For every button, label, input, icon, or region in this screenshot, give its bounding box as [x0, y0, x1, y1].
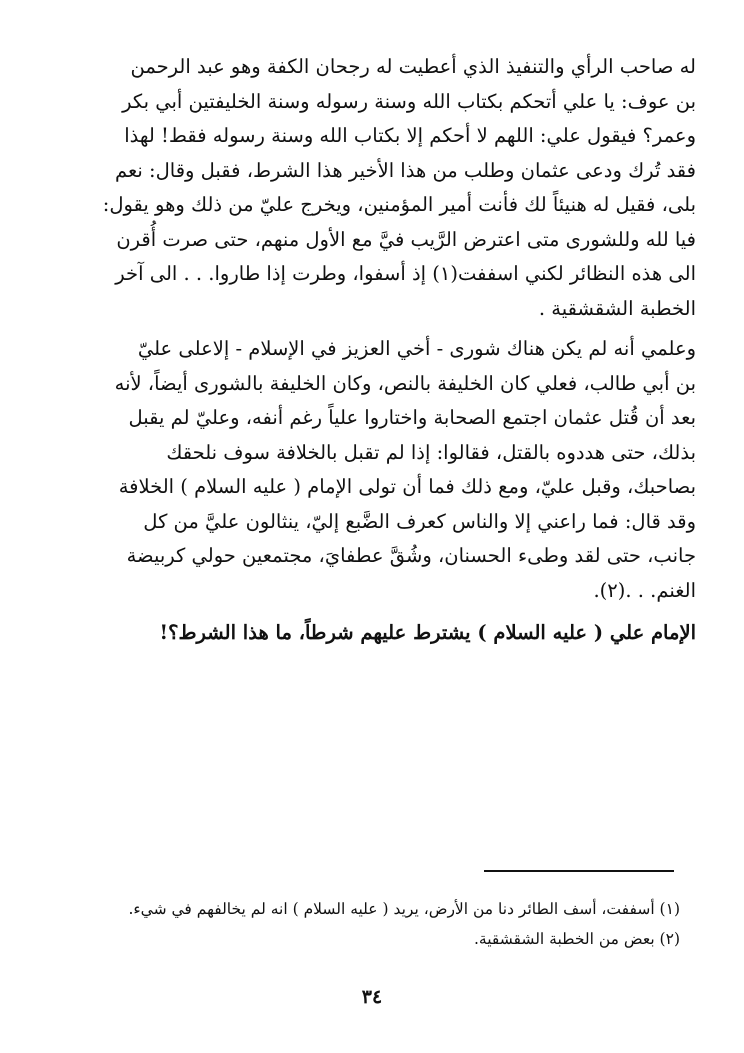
text-line: بلى، فقيل له هنيئاً لك فأنت أمير المؤمنين، ويخرج عليّ من ذلك وهو يقول:: [102, 193, 696, 216]
text-line: بعد أن قُتل عثمان اجتمع الصحابة واختاروا علياً رغم أنفه، وعليّ لم يقبل: [128, 406, 696, 429]
section-heading: الإمام علي ( عليه السلام ) يشترط عليهم شرطاً، ما هذا الشرط؟!: [159, 621, 696, 644]
text-line: بن أبي طالب، فعلي كان الخليفة بالنص، وكان الخليفة بالشورى أيضاً، لأنه: [114, 371, 696, 395]
page-number: ٣٤: [361, 986, 383, 1008]
text-line: الغنم. . .(٢).: [593, 578, 696, 602]
text-line: فيا لله وللشورى متى اعترض الرَّيب فيَّ مع الأول منهم، حتى صرت أُقرن: [116, 227, 696, 251]
text-line: له صاحب الرأي والتنفيذ الذي أعطيت له رجحان الكفة وهو عبد الرحمن: [130, 55, 696, 78]
footnote-separator: [484, 870, 674, 872]
text-line: وعمر؟ فيقول علي: اللهم لا أحكم إلا بكتاب الله وسنة رسوله فقط! لهذا: [124, 124, 696, 147]
text-line: وعلمي أنه لم يكن هناك شورى - أخي العزيز في الإسلام - إلاعلى عليّ: [137, 337, 696, 360]
footnote-2: (٢) بعض من الخطبة الشقشقية.: [473, 930, 680, 948]
text-line: وقد قال: فما راعني إلا والناس كعرف الضَّبع إليّ، ينثالون عليَّ من كل: [143, 509, 696, 533]
text-line: فقد تُرك ودعى عثمان وطلب من هذا الأخير هذا الشرط، فقبل وقال: نعم: [115, 158, 696, 182]
text-line: بن عوف: يا علي أتحكم بكتاب الله وسنة رسوله وسنة الخليفتين أبي بكر: [122, 89, 696, 113]
page-body: [70, 50, 696, 650]
text-line: جانب، حتى لقد وطىء الحسنان، وشُقَّ عطفايَ، مجتمعين حولي كربيضة: [126, 544, 696, 567]
text-line: بصاحبك، وقبل عليّ، ومع ذلك فما أن تولى الإمام ( عليه السلام ) الخلافة: [118, 475, 696, 498]
paragraph-2: [70, 332, 696, 608]
text-line: بذلك، حتى هددوه بالقتل، فقالوا: إذا لم تقبل بالخلافة سوف نلحقك: [166, 440, 696, 464]
footnote-1: (١) أسففت، أسف الطائر دنا من الأرض، يريد ( عليه السلام ) انه لم يخالفهم في شيء.: [128, 900, 680, 918]
footnotes: [60, 894, 680, 954]
text-line: الخطبة الشقشقية .: [538, 296, 696, 320]
paragraph-1: [70, 50, 696, 326]
text-line: الى هذه النظائر لكني اسففت(١) إذ أسفوا، وطرت إذا طاروا. . . الى آخر: [115, 262, 696, 285]
